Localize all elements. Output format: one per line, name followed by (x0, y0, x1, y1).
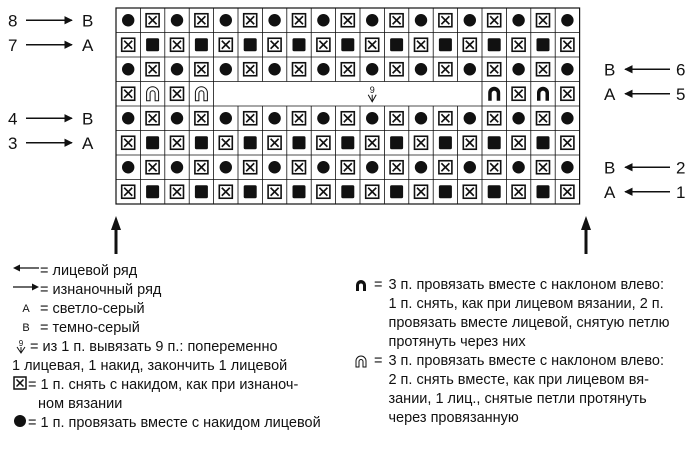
stitch-xsq (244, 112, 257, 125)
stitch-dot (268, 63, 280, 75)
stitch-xsq (219, 136, 232, 149)
stitch-xsq (415, 136, 428, 149)
stitch-dot (317, 112, 329, 124)
stitch-xsq (463, 185, 476, 198)
stitch-dot (415, 112, 427, 124)
stitch-dot (171, 63, 183, 75)
stitch-xsq (293, 63, 306, 76)
stitch-sq (146, 136, 159, 149)
color-a-label: A (22, 303, 30, 315)
stitch-xsq (293, 14, 306, 27)
stitch-sq (390, 38, 403, 51)
stitch-xsq (244, 14, 257, 27)
stitch-dot (268, 14, 280, 26)
stitch-dot (366, 14, 378, 26)
stitch-dot (512, 161, 524, 173)
stitch-sq (195, 38, 208, 51)
row-label-right-6 (604, 60, 685, 79)
stitch-sq (244, 185, 257, 198)
stitch-xsq (317, 185, 330, 198)
svg-text:A: A (604, 182, 616, 202)
stitch-dot (268, 112, 280, 124)
stitch-xsq (366, 185, 379, 198)
stitch-xsq (561, 87, 574, 100)
legend-text: = светло-серый (40, 301, 145, 317)
stitch-dot (512, 63, 524, 75)
stitch-xsq (341, 14, 354, 27)
svg-text:7: 7 (8, 35, 18, 55)
legend-text: 1 лицевая, 1 накид, закончить 1 лицевой (12, 358, 288, 374)
stitch-xsq (146, 112, 159, 125)
legend-text: 1 п. снять, как при лицевом вязании, 2 п. (388, 296, 664, 312)
stitch-xsq (366, 136, 379, 149)
stitch-xsq (439, 161, 452, 174)
color-b-label: B (22, 322, 30, 334)
row-label-right-5 (604, 85, 685, 104)
stitch-xsq (268, 185, 281, 198)
stitch-dot (415, 14, 427, 26)
stitch-xsq (219, 185, 232, 198)
stitch-xsq (171, 185, 184, 198)
stitch-dot (561, 63, 573, 75)
legend-item-arch-solid (352, 276, 692, 352)
stitch-sq (537, 136, 550, 149)
stitch-xsq (122, 38, 135, 51)
stitch-xsq (317, 136, 330, 149)
legend-text: через провязанную (388, 410, 519, 426)
stitch-xsq (293, 161, 306, 174)
row-label-left-8 (8, 11, 93, 30)
stitch-xsq (122, 185, 135, 198)
row-label-right-2 (604, 158, 685, 177)
stitch-dot (122, 112, 134, 124)
legend-text: 3 п. провязать вместе с наклоном влево: (388, 353, 664, 369)
stitch-sq (390, 185, 403, 198)
stitch-dot (512, 14, 524, 26)
legend-text: = 1 п. снять с накидом, как при изнаноч- (28, 377, 299, 393)
stitch-xsq (390, 161, 403, 174)
stitch-dot (317, 161, 329, 173)
legend-item-nine (12, 338, 352, 357)
legend-text: провязать вместе лицевой, снятую петлю (388, 315, 670, 331)
stitch-dot (366, 63, 378, 75)
stitch-dot (317, 63, 329, 75)
stitch-xsq (171, 136, 184, 149)
stitch-xsq (415, 38, 428, 51)
stitch-dot (220, 112, 232, 124)
stitch-dot (220, 63, 232, 75)
stitch-xsq (317, 38, 330, 51)
stitch-dot (122, 161, 134, 173)
stitch-sq (537, 38, 550, 51)
svg-text:9: 9 (18, 339, 24, 348)
stitch-dot (220, 161, 232, 173)
stitch-sq (488, 185, 501, 198)
stitch-sq (293, 136, 306, 149)
stitch-xsq (439, 14, 452, 27)
legend-text: = темно-серый (40, 320, 140, 336)
stitch-dot (464, 63, 476, 75)
stitch-sq (195, 185, 208, 198)
knit-with-yo-icon (12, 414, 28, 428)
stitch-dot (366, 112, 378, 124)
dec-outline-icon (352, 354, 370, 368)
arrow-right-icon (12, 281, 40, 293)
stitch-xsq (219, 38, 232, 51)
stitch-xsq (244, 161, 257, 174)
legend-text: зании, 1 лиц., снятые петли протянуть (388, 391, 647, 407)
stitch-dot (464, 14, 476, 26)
stitch-xsq (512, 87, 525, 100)
stitch-xsq (268, 136, 281, 149)
dec-solid-icon (352, 278, 370, 292)
stitch-xsq (341, 112, 354, 125)
stitch-xsq (341, 63, 354, 76)
stitch-xsq (146, 63, 159, 76)
stitch-dot (171, 112, 183, 124)
stitch-sq (341, 185, 354, 198)
arrow-left-icon (12, 262, 40, 274)
stitch-xsq (146, 14, 159, 27)
svg-text:2: 2 (676, 158, 686, 178)
stitch-xsq (195, 161, 208, 174)
stitch-dot (561, 112, 573, 124)
repeat-marker-start (111, 216, 121, 254)
stitch-xsq (122, 136, 135, 149)
legend-item-xsq (12, 376, 352, 395)
stitch-dot (317, 14, 329, 26)
stitch-xsq (171, 38, 184, 51)
svg-text:B: B (82, 109, 94, 129)
row-label-right-1 (604, 183, 685, 202)
stitch-xsq (195, 63, 208, 76)
legend-item-arch-outline (352, 352, 692, 428)
stitch-sq (244, 136, 257, 149)
stitch-sq (195, 136, 208, 149)
stitch-xsq (537, 161, 550, 174)
repeat-marker-end (581, 216, 591, 254)
stitch-dot (464, 112, 476, 124)
legend-text: протянуть через них (388, 334, 526, 350)
stitch-sq (293, 185, 306, 198)
stitch-dot (171, 14, 183, 26)
stitch-xsq (195, 112, 208, 125)
legend-item-nine-cont (12, 357, 352, 376)
stitch-xsq (390, 14, 403, 27)
svg-text:1: 1 (676, 182, 686, 202)
legend-item-ws-row (12, 281, 352, 300)
svg-text:B: B (82, 11, 94, 31)
stitch-xsq (488, 161, 501, 174)
stitch-xsq (366, 38, 379, 51)
stitch-xsq (537, 63, 550, 76)
stitch-dot (268, 161, 280, 173)
stitch-dot (561, 14, 573, 26)
svg-text:8: 8 (8, 11, 18, 31)
stitch-dot (366, 161, 378, 173)
legend-item-rs-row (12, 262, 352, 281)
legend-text: 3 п. провязать вместе с наклоном влево: (388, 277, 664, 293)
legend-text: 2 п. снять вместе, как при лицевом вя- (388, 372, 649, 388)
stitch-xsq (488, 14, 501, 27)
legend-eq: = (374, 353, 383, 369)
svg-text:A: A (82, 35, 94, 55)
legend-text: = 1 п. провязать вместе с накидом лицевой (28, 415, 321, 431)
stitch-sq (146, 38, 159, 51)
stitch-xsq (561, 185, 574, 198)
stitch-xsq (439, 63, 452, 76)
stitch-dot (122, 63, 134, 75)
legend-text: = изнаночный ряд (40, 282, 162, 298)
stitch-xsq (390, 112, 403, 125)
legend-item-dot (12, 414, 352, 433)
stitch-dot (415, 63, 427, 75)
stitch-sq (439, 136, 452, 149)
stitch-xsq (512, 38, 525, 51)
stitch-xsq (268, 38, 281, 51)
stitch-dot (464, 161, 476, 173)
svg-text:A: A (604, 84, 616, 104)
legend-right (352, 276, 692, 428)
slip-with-yo-icon (12, 376, 28, 390)
svg-text:4: 4 (8, 109, 18, 129)
svg-text:6: 6 (676, 60, 686, 80)
legend-text: = лицевой ряд (40, 263, 138, 279)
stitch-xsq (561, 136, 574, 149)
stitch-xsq (195, 14, 208, 27)
stitch-sq (537, 185, 550, 198)
stitch-xsq (439, 112, 452, 125)
svg-text:9: 9 (369, 84, 375, 95)
stitch-xsq (463, 136, 476, 149)
stitch-xsq (463, 38, 476, 51)
stitch-dot (220, 14, 232, 26)
stitch-xsq (561, 38, 574, 51)
stitch-sq (341, 136, 354, 149)
stitch-xsq (293, 112, 306, 125)
row-label-left-3 (8, 134, 94, 153)
stitch-xsq (512, 185, 525, 198)
svg-text:B: B (604, 60, 616, 80)
legend-item-b (12, 319, 352, 338)
row-label-left-4 (8, 109, 93, 128)
stitch-xsq (244, 63, 257, 76)
stitch-sq (341, 38, 354, 51)
stitch-sq (488, 38, 501, 51)
legend-item-a (12, 300, 352, 319)
stitch-dot (171, 161, 183, 173)
stitch-sq (390, 136, 403, 149)
stitch-xsq (390, 63, 403, 76)
stitch-xsq (488, 112, 501, 125)
stitch-xsq (146, 161, 159, 174)
stitch-xsq (512, 136, 525, 149)
stitch-dot (415, 161, 427, 173)
stitch-sq (244, 38, 257, 51)
stitch-dot (122, 14, 134, 26)
row-label-left-7 (8, 36, 94, 55)
legend-left (12, 262, 352, 433)
svg-text:3: 3 (8, 133, 18, 153)
stitch-xsq (488, 63, 501, 76)
stitch-dot (512, 112, 524, 124)
stitch-xsq (171, 87, 184, 100)
legend-item-xsq-cont (12, 395, 352, 414)
stitch-sq (293, 38, 306, 51)
svg-text:B: B (604, 158, 616, 178)
svg-text:A: A (82, 133, 94, 153)
stitch-sq (146, 185, 159, 198)
nine-stitch-icon (12, 338, 30, 354)
stitch-xsq (341, 161, 354, 174)
stitch-xsq (537, 14, 550, 27)
stitch-sq (439, 185, 452, 198)
stitch-xsq (415, 185, 428, 198)
legend-text: = из 1 п. вывязать 9 п.: попеременно (30, 339, 278, 355)
stitch-xsq (537, 112, 550, 125)
stitch-sq (488, 136, 501, 149)
svg-text:5: 5 (676, 84, 686, 104)
stitch-xsq (122, 87, 135, 100)
stitch-sq (439, 38, 452, 51)
legend-text: ном вязании (38, 396, 123, 412)
legend-eq: = (374, 277, 383, 293)
stitch-dot (561, 161, 573, 173)
